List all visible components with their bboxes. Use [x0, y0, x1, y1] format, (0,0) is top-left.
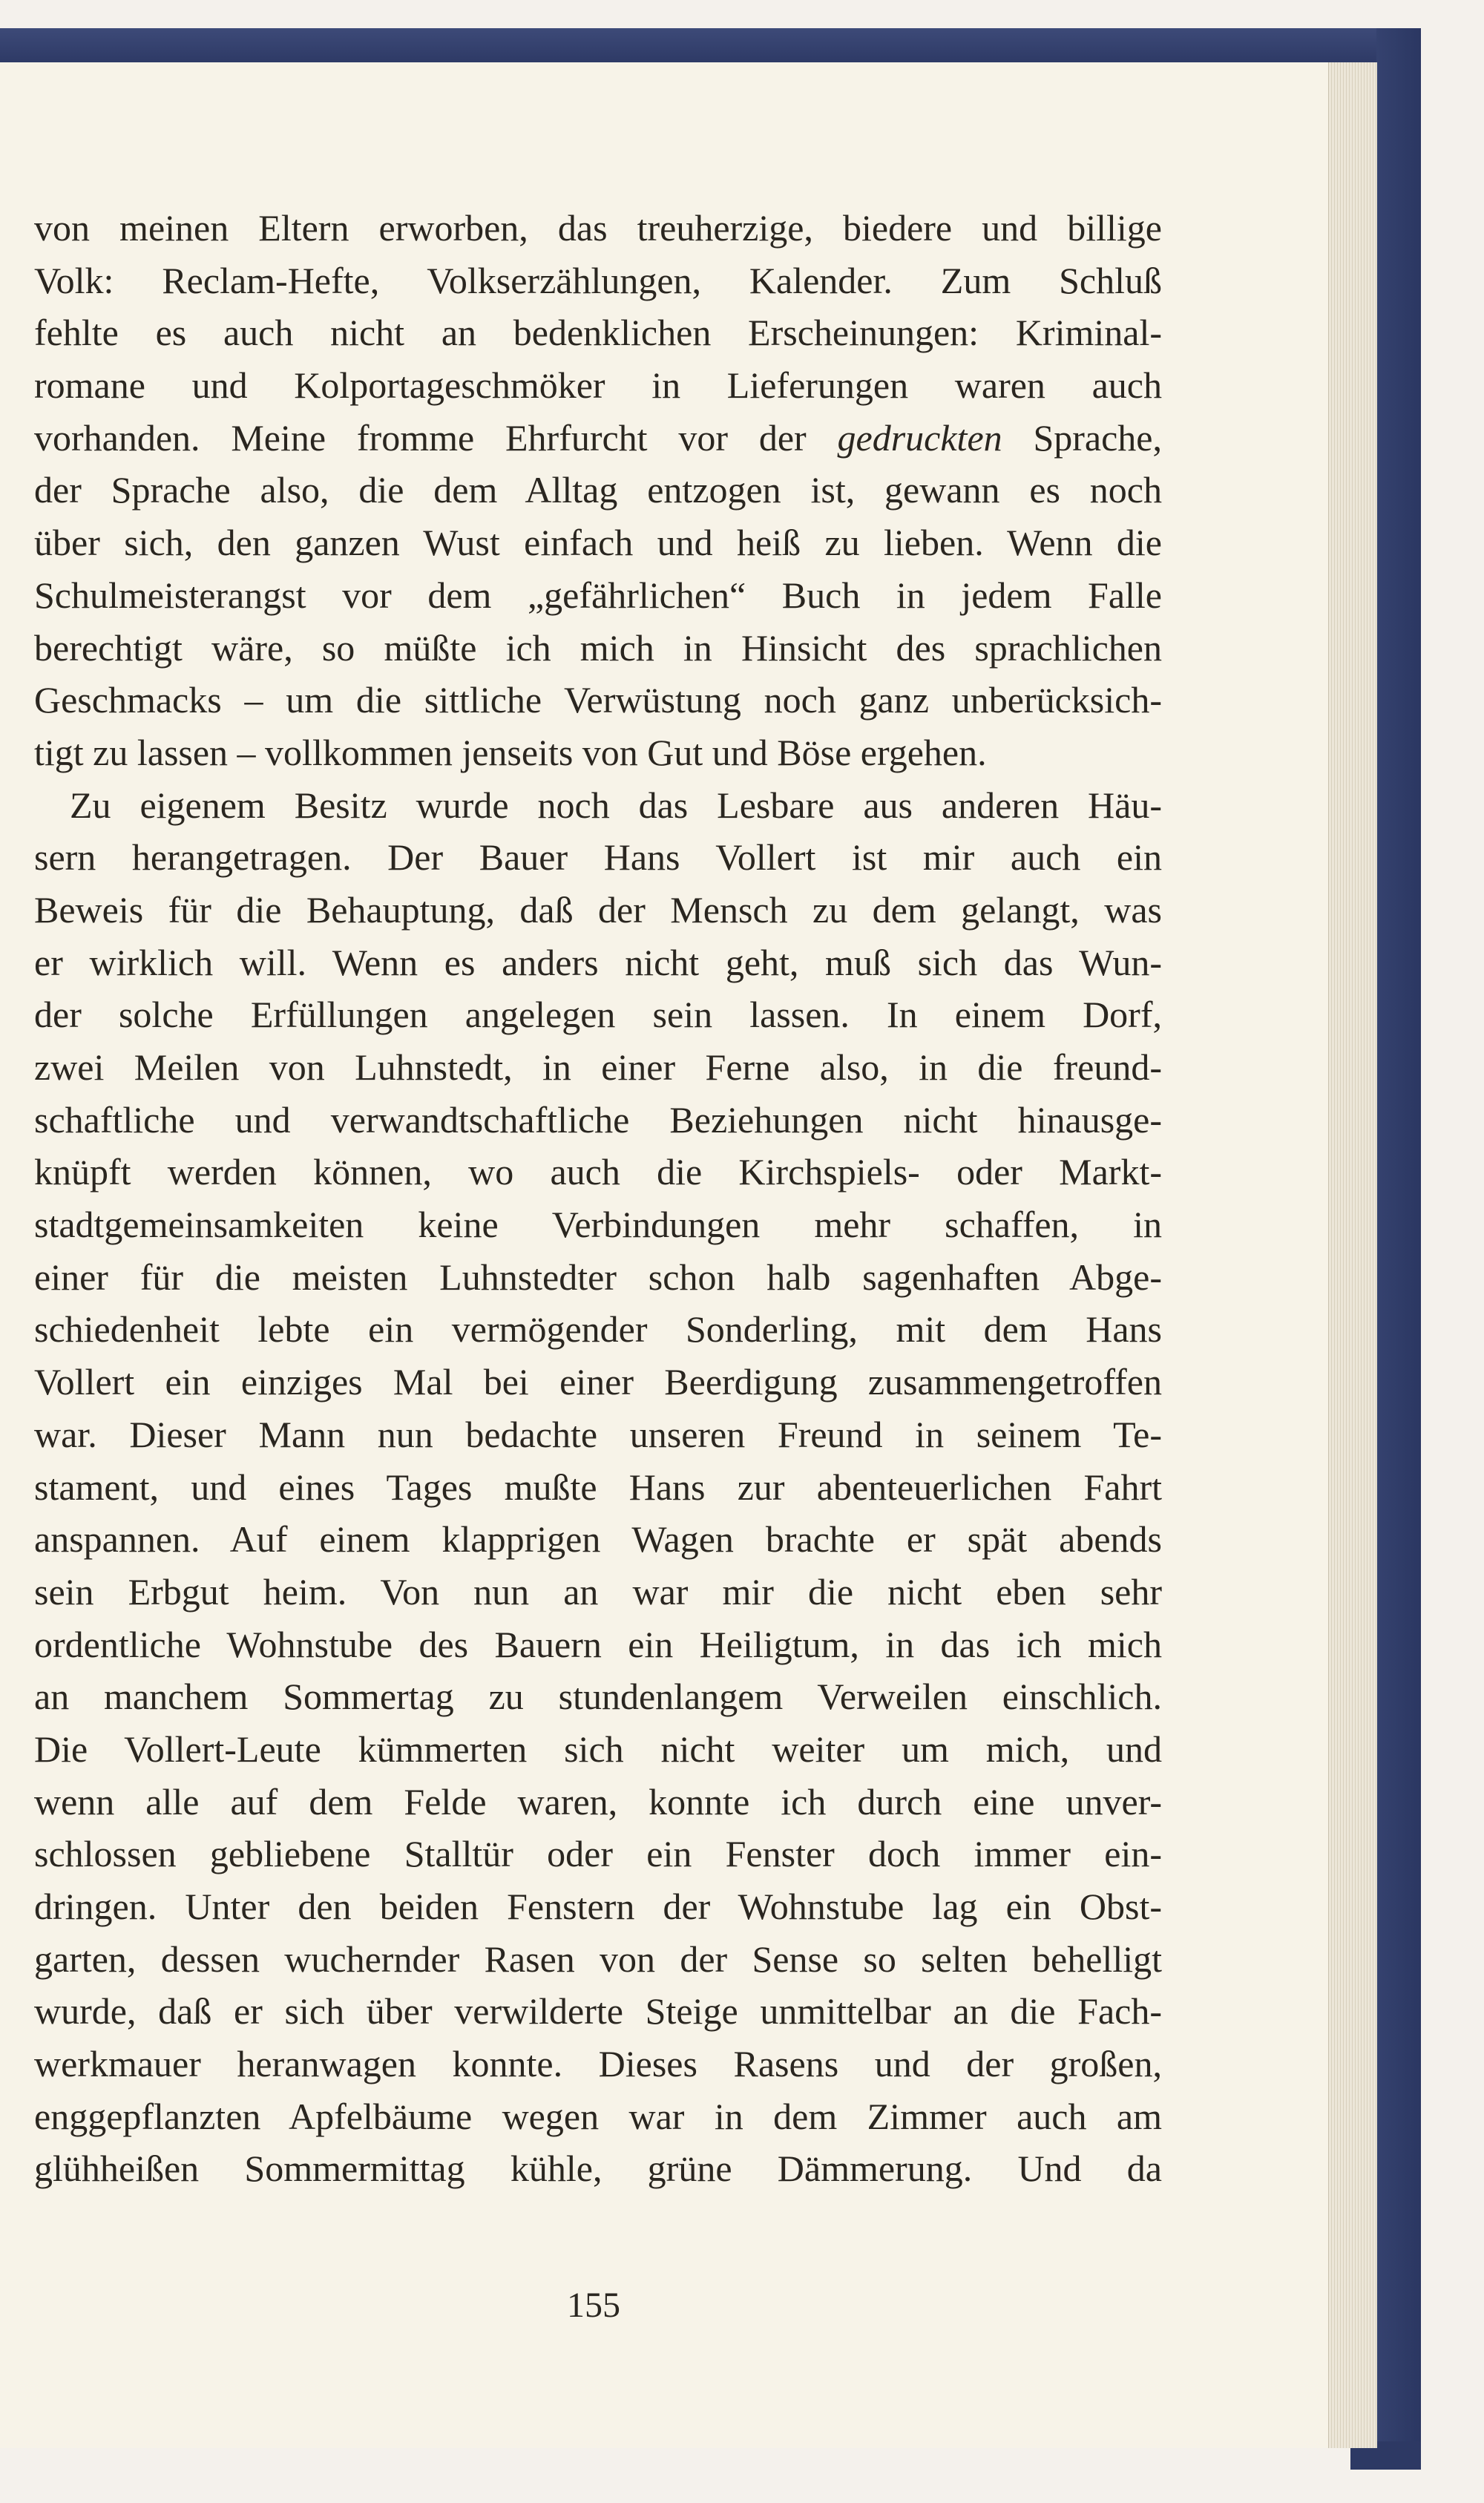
- text-line: Volk: Reclam-Hefte, Volkserzählungen, Kalender. Zum Schluß: [34, 259, 1162, 301]
- book-page: [0, 62, 1328, 2448]
- body-text: [34, 202, 1162, 2195]
- text-line: Beweis für die Behauptung, daß der Mensch zu dem gelangt, was: [34, 888, 1162, 931]
- text-line: an manchem Sommertag zu stundenlangem Verweilen einschlich.: [34, 1676, 1162, 1718]
- text-line: dringen. Unter den beiden Fenstern der Wohnstube lag ein Obst-: [34, 1886, 1162, 1927]
- text-line: einer für die meisten Luhnstedter schon halb sagenhaften Abge-: [34, 1256, 1162, 1298]
- text-line: Vollert ein einziges Mal bei einer Beerdigung zusammengetroffen: [34, 1361, 1162, 1403]
- text-line: Schulmeisterangst vor dem „gefährlichen“ Buch in jedem Falle: [34, 574, 1162, 616]
- text-line: berechtigt wäre, so müßte ich mich in Hinsicht des sprachlichen: [34, 626, 1162, 669]
- italic-word: gedruckten: [837, 416, 1002, 459]
- text-line: von meinen Eltern erworben, das treuherzige, biedere und billige: [34, 207, 1162, 249]
- text-line: glühheißen Sommermittag kühle, grüne Dämmerung. Und da: [34, 2148, 1162, 2190]
- page-block-edges: [1328, 62, 1377, 2448]
- text-line: über sich, den ganzen Wust einfach und heiß zu lieben. Wenn die: [34, 522, 1162, 564]
- text-line: Geschmacks – um die sittliche Verwüstung noch ganz unberücksich-: [34, 679, 1162, 721]
- text-line: Zu eigenem Besitz wurde noch das Lesbare aus anderen Häu-: [70, 784, 1162, 826]
- text-line: schaftliche und verwandtschaftliche Beziehungen nicht hinausge-: [34, 1098, 1162, 1141]
- text-line: werkmauer heranwagen konnte. Dieses Rasens und der großen,: [34, 2043, 1162, 2085]
- text-line: er wirklich will. Wenn es anders nicht geht, muß sich das Wun-: [34, 941, 1162, 983]
- text-line: stadtgemeinsamkeiten keine Verbindungen mehr schaffen, in: [34, 1204, 1162, 1246]
- text-line-with-italic: [34, 412, 1162, 465]
- text-line: sein Erbgut heim. Von nun an war mir die nicht eben sehr: [34, 1570, 1162, 1613]
- text-line: romane und Kolportageschmöker in Lieferungen waren auch: [34, 364, 1162, 407]
- text-line: ordentliche Wohnstube des Bauern ein Heiligtum, in das ich mich: [34, 1623, 1162, 1665]
- book-cover-spine-edge: [1376, 28, 1421, 2470]
- text-line: tigt zu lassen – vollkommen jenseits von Gut und Böse ergehen.: [34, 731, 987, 773]
- text-segment: vorhanden. Meine fromme Ehrfurcht vor der: [34, 416, 838, 459]
- text-line: wurde, daß er sich über verwilderte Steige unmittelbar an die Fach-: [34, 1990, 1162, 2033]
- text-line: knüpft werden können, wo auch die Kirchspiels- oder Markt-: [34, 1151, 1162, 1193]
- text-line: war. Dieser Mann nun bedachte unseren Freund in seinem Te-: [34, 1413, 1162, 1455]
- text-line: enggepflanzten Apfelbäume wegen war in dem Zimmer auch am: [34, 2095, 1162, 2137]
- book-cover-top: [0, 28, 1421, 62]
- text-line: schiedenheit lebte ein vermögender Sonderling, mit dem Hans: [34, 1308, 1162, 1351]
- text-line: schlossen gebliebene Stalltür oder ein Fenster doch immer ein-: [34, 1833, 1162, 1875]
- text-line: garten, dessen wuchernder Rasen von der Sense so selten behelligt: [34, 1938, 1162, 1980]
- text-line: anspannen. Auf einem klapprigen Wagen brachte er spät abends: [34, 1518, 1162, 1561]
- text-line: der Sprache also, die dem Alltag entzogen ist, gewann es noch: [34, 469, 1162, 511]
- text-line: Die Vollert-Leute kümmerten sich nicht weiter um mich, und: [34, 1728, 1162, 1770]
- page-number: 155: [567, 2286, 620, 2325]
- text-segment: Sprache,: [1033, 416, 1163, 459]
- text-line: fehlte es auch nicht an bedenklichen Erscheinungen: Kriminal-: [34, 312, 1162, 354]
- text-line: sern herangetragen. Der Bauer Hans Vollert ist mir auch ein: [34, 836, 1162, 879]
- text-line: der solche Erfüllungen angelegen sein lassen. In einem Dorf,: [34, 994, 1162, 1036]
- text-line: wenn alle auf dem Felde waren, konnte ich durch eine unver-: [34, 1780, 1162, 1823]
- text-line: stament, und eines Tages mußte Hans zur abenteuerlichen Fahrt: [34, 1466, 1162, 1508]
- text-line: zwei Meilen von Luhnstedt, in einer Ferne also, in die freund-: [34, 1046, 1162, 1088]
